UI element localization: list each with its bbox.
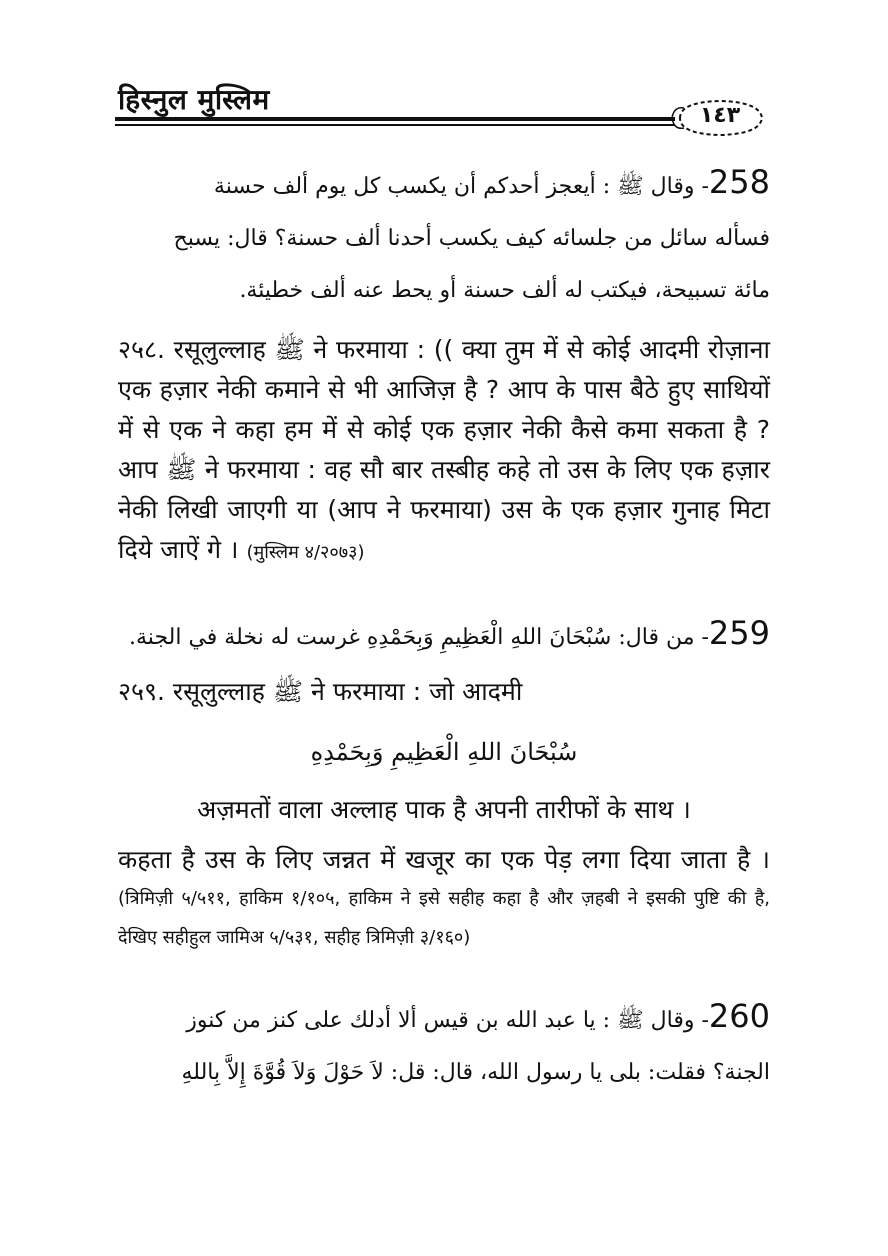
hadith-258-hindi xyxy=(118,330,770,573)
hadith-258-reference: (मुस्लिम ४/२०७३) xyxy=(246,542,365,563)
hadith-259-dhikr-arabic: سُبْحَانَ اللهِ الْعَظِيمِ وَبِحَمْدِهِ xyxy=(310,738,578,766)
hadith-258-arabic-line-3: مائة تسبيحة، فيكتب له ألف حسنة أو يحط عنه ألف خطيئة. xyxy=(239,278,770,303)
hadith-259-arabic-text: - من قال: سُبْحَانَ اللهِ الْعَظِيمِ وَبِحَمْدِهِ غرست له نخلة في الجنة. xyxy=(129,625,709,650)
hadith-260-number: 260 xyxy=(708,997,770,1035)
hadith-258-arabic-line-2: فسأله سائل من جلسائه كيف يكسب أحدنا ألف حسنة؟ قال: يسبح xyxy=(173,226,770,251)
page-header-title: हिस्नुल मुस्लिम xyxy=(118,83,270,116)
hadith-260-arabic-line-2: الجنة؟ فقلت: بلى يا رسول الله، قال: قل: لاَ حَوْلَ وَلاَ قُوَّةَ إِلاَّ بِاللهِ xyxy=(181,1060,770,1085)
hadith-258-hindi-text: २५८. रसूलुल्लाह ﷺ ने फरमाया : (( क्या तुम में से कोई आदमी रोज़ाना एक हज़ार नेकी कमाने से भी आजिज़ है ? आप के पास बैठे हुए साथियों में से एक ने कहा हम में से कोई एक हज़ार नेकी कैसे कमा सकता है ? आप ﷺ ने फरमाया : वह सौ बार तस्बीह कहे तो उस के लिए एक हज़ार नेकी लिखी जाएगी या (आप ने फरमाया) उस के एक हज़ार गुनाह मिटा दिये जाऐं गे । xyxy=(118,335,770,564)
hadith-259-hindi-continuation xyxy=(118,842,770,956)
header-rule xyxy=(115,117,675,121)
hadith-258-arabic xyxy=(118,156,770,317)
page-number-badge xyxy=(670,96,770,140)
hadith-259-dhikr-translation: अज़मतों वाला अल्लाह पाक है अपनी तारीफों के साथ । xyxy=(197,795,691,824)
hadith-259-number: 259 xyxy=(708,614,770,652)
hadith-258-number: 258 xyxy=(708,163,770,201)
hadith-259-reference: (त्रिमिज़ी ५/५११, हाकिम १/१०५, हाकिम ने इसे सहीह कहा है और ज़हबी ने इसकी पुष्टि की है, देखिए सहीहुल जामिअ ५/५३१, सहीह त्रिमिज़ी ३/१६०) xyxy=(118,888,770,948)
hadith-260-arabic-line-1-text: - وقال ﷺ : يا عبد الله بن قيس ألا أدلك على كنز من كنوز xyxy=(186,1008,709,1033)
hadith-259-continuation-text: कहता है उस के लिए जन्नत में खजूर का एक पेड़ लगा दिया जाता है । xyxy=(118,845,770,874)
hadith-259-arabic xyxy=(118,608,770,663)
hadith-260-arabic-line-1 xyxy=(118,990,770,1047)
hadith-260-arabic xyxy=(118,990,770,1099)
hadith-258-arabic-line-1-text: - وقال ﷺ : أيعجز أحدكم أن يكسب كل يوم ألف حسنة xyxy=(213,174,709,199)
header-rule-thin xyxy=(115,124,675,126)
hadith-259-hindi-intro: २५९. रसूलुल्लाह ﷺ ने फरमाया : जो आदमी xyxy=(118,677,523,706)
hadith-258-arabic-line-1 xyxy=(118,156,770,213)
page-number: ١٤٣ xyxy=(699,103,741,128)
